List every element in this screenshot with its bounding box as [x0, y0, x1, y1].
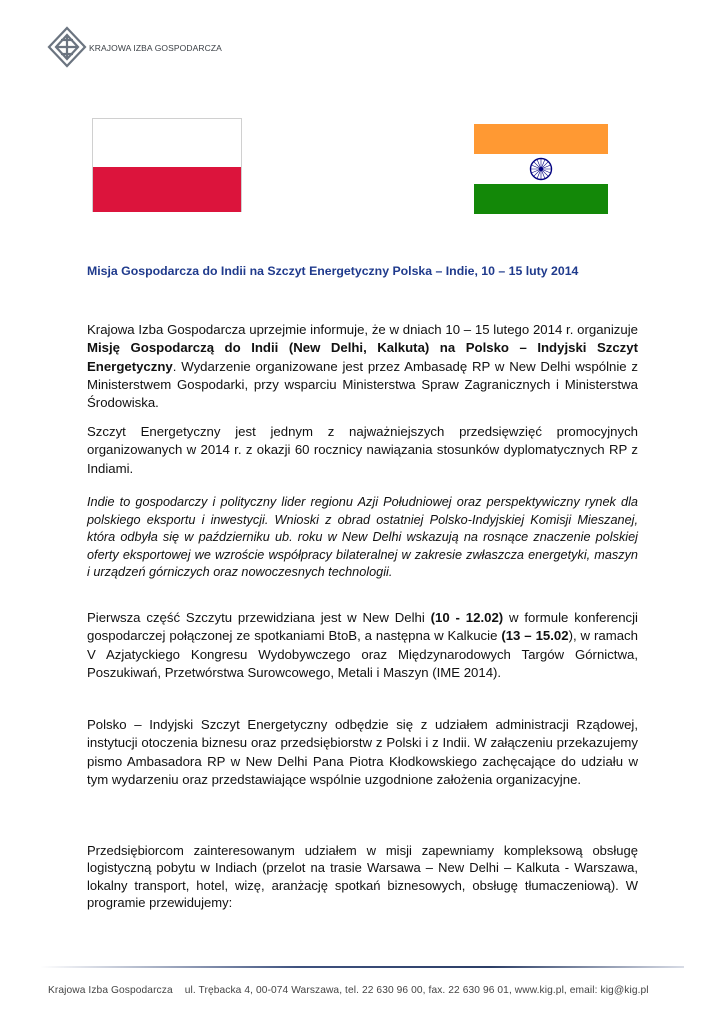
intro-text-end: . Wydarzenie organizowane jest przez Ambasadę RP w New Delhi wspólnie z Ministerstwem Gospodarki, przy wsparciu Ministerstwa Spraw Zagranicznych i Ministerstwa Środowiska. — [87, 358, 638, 411]
flag-india — [474, 124, 608, 214]
flag-poland-red-stripe — [93, 167, 241, 212]
paragraph-summit: Szczyt Energetyczny jest jednym z najważniejszych przedsięwzięć promocyjnych organizowanych w 2014 r. z okazji 60 rocznicy nawiązania stosunków dyplomatycznych RP z Indiami. — [87, 424, 638, 476]
intro-text: Krajowa Izba Gospodarcza uprzejmie informuje, że w dniach 10 – 15 lutego 2014 r. organizuje — [87, 322, 638, 337]
schedule-text-c: w formule konferencji gospodarczej połączonej ze spotkaniami BtoB, a następna w Kalkucie — [87, 610, 638, 644]
flag-india-green-stripe — [474, 184, 608, 214]
paragraph-schedule — [87, 609, 638, 682]
flag-india-white-stripe — [474, 154, 608, 184]
kig-emblem-icon — [46, 26, 88, 68]
logo-text: KRAJOWA IZBA GOSPODARCZA — [89, 43, 222, 53]
footer-org: Krajowa Izba Gospodarcza — [48, 985, 173, 996]
paragraph-india-italic: Indie to gospodarczy i polityczny lider regionu Azji Południowej oraz perspektywiczny rynek dla polskiego eksportu i inwestycji. Wnioski z obrad ostatniej Polsko-Indyjskiej Komisji Mieszanej, która odbyła się w październiku ub. roku w New Delhi wskazują na rosnące znaczenie polskiej oferty eksportowej we wzroście współpracy bilateralnej w zakresie zwłaszcza energetyki, maszyn i urządzeń górniczych oraz nowoczesnych technologii. — [87, 495, 638, 580]
schedule-text-a: Pierwsza część Szczytu przewidziana jest w New Delhi — [87, 610, 431, 625]
schedule-dates-delhi: (10 - 12.02) — [430, 610, 504, 625]
document-title: Misja Gospodarcza do Indii na Szczyt Energetyczny Polska – Indie, 10 – 15 luty 2014 — [87, 264, 579, 278]
footer-address: ul. Trębacka 4, 00-074 Warszawa, tel. 22 630 96 00, fax. 22 630 96 01, www.kig.pl, email: kig@kig.pl — [184, 985, 649, 996]
ashoka-chakra-icon — [529, 157, 553, 181]
paragraph-logistics: Przedsiębiorcom zainteresowanym udziałem w misji zapewniamy kompleksową obsługę logistyczną pobytu w Indiach (przelot na trasie Warsawa – New Delhi – Kalkuta - Warszawa, lokalny transport, hotel, wizę, aranżację spotkań biznesowych, obsługę tłumaczeniową). W programie przewidujemy: — [87, 843, 638, 911]
paragraph-intro — [87, 321, 638, 412]
flag-india-saffron-stripe — [474, 124, 608, 154]
paragraph-participants: Polsko – Indyjski Szczyt Energetyczny odbędzie się z udziałem administracji Rządowej, instytucji otoczenia biznesu oraz przedsiębiorstw z Polski i z Indii. W załączeniu przekazujemy pismo Ambasadora RP w New Delhi Pana Piotra Kłodkowskiego zachęcające do udziału w tym wydarzeniu oraz przedstawiające wspólnie uzgodnione założenia organizacyjne. — [87, 717, 638, 787]
footer — [48, 985, 678, 996]
flag-poland — [92, 118, 242, 212]
footer-divider — [40, 966, 684, 968]
flag-poland-white-stripe — [93, 119, 241, 167]
intro-bold-text: Misję Gospodarczą do Indii (New Delhi, Kalkuta) na Polsko – Indyjski Szczyt Energetyczny — [87, 340, 638, 374]
schedule-text-e: ), w ramach V Azjatyckiego Kongresu Wydobywczego oraz Międzynarodowych Targów Górnictwa, Poszukiwań, Przetwórstwa Surowcowego, Metali i Maszyn (IME 2014). — [87, 628, 638, 680]
schedule-dates-kolkata: (13 – 15.02 — [501, 628, 569, 644]
kig-logo — [46, 26, 222, 70]
